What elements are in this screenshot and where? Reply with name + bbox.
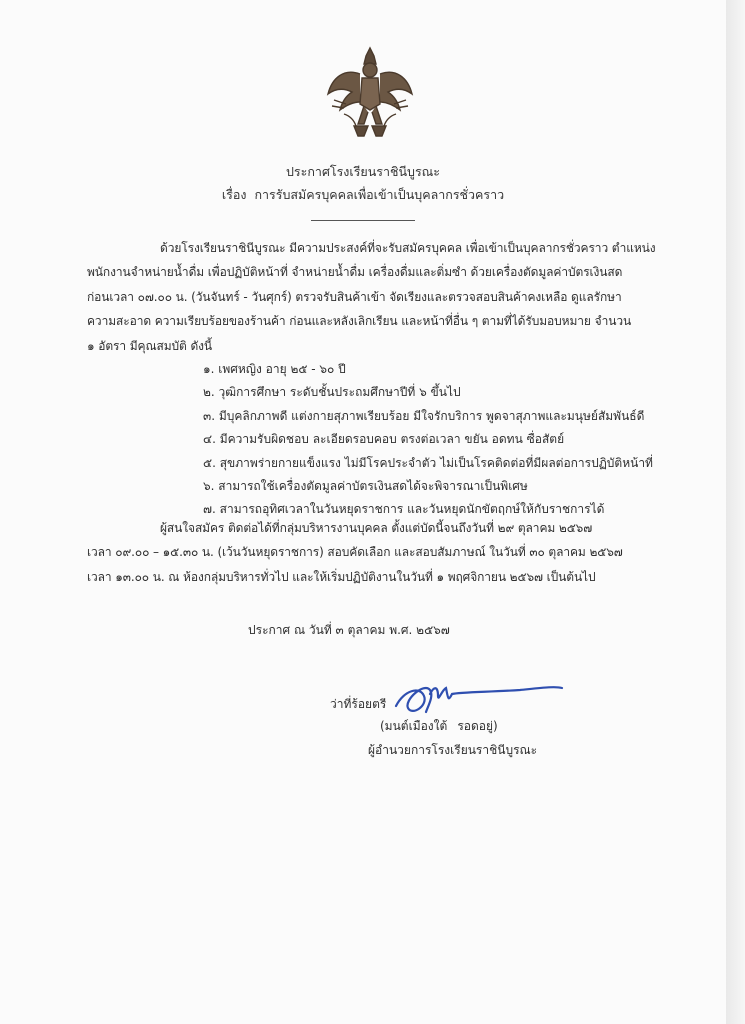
qualification-item: ๖. สามารถใช้เครื่องตัดมูลค่าบัตรเงินสดได้จะพิจารณาเป็นพิเศษ (203, 479, 528, 494)
page-edge-shadow (726, 0, 745, 1024)
intro-line: พนักงานจำหน่ายน้ำดื่ม เพื่อปฏิบัติหน้าที่ จำหน่ายน้ำดื่ม เครื่องดื่มและติ่มซำ ด้วยเครื่องตัดมูลค่าบัตรเงินสด (87, 265, 623, 280)
garuda-emblem-icon (324, 44, 416, 144)
handwritten-signature (390, 672, 570, 722)
signer-name-first: (มนต์เมืองใต้ (380, 719, 448, 733)
title-divider (311, 220, 415, 221)
intro-line: ๑ อัตรา มีคุณสมบัติ ดังนี้ (87, 338, 213, 353)
apply-line: ผู้สนใจสมัคร ติดต่อได้ที่กลุ่มบริหารงานบุคคล ตั้งแต่บัดนี้จนถึงวันที่ ๒๙ ตุลาคม ๒๕๖๗ (160, 521, 593, 535)
announcement-subject-line (0, 185, 726, 205)
announcement-title: ประกาศโรงเรียนราชินีบูรณะ (286, 164, 440, 179)
subject-label: เรื่อง (221, 187, 247, 202)
signer-name (380, 717, 498, 736)
intro-line: ด้วยโรงเรียนราชินีบูรณะ มีความประสงค์ที่จะรับสมัครบุคคล เพื่อเข้าเป็นบุคลากรชั่วคราว ตำแหน่ง (160, 241, 656, 255)
announcement-date: ประกาศ ณ วันที่ ๓ ตุลาคม พ.ศ. ๒๕๖๗ (248, 623, 450, 637)
apply-line: เวลา ๑๓.๐๐ น. ณ ห้องกลุ่มบริหารทั่วไป และให้เริ่มปฏิบัติงานในวันที่ ๑ พฤศจิกายน ๒๕๖๗ เป็นต้นไป (87, 569, 596, 584)
qualification-item: ๓. มีบุคลิกภาพดี แต่งกายสุภาพเรียบร้อย มีใจรักบริการ พูดจาสุภาพและมนุษย์สัมพันธ์ดี (203, 408, 645, 423)
apply-line: เวลา ๐๙.๐๐ – ๑๕.๓๐ น. (เว้นวันหยุดราชการ) สอบคัดเลือก และสอบสัมภาษณ์ ในวันที่ ๓๐ ตุลาคม ๒๕๖๗ (87, 545, 623, 560)
qualification-item: ๕. สุขภาพร่ายกายแข็งแรง ไม่มีโรคประจำตัว ไม่เป็นโรคติดต่อที่มีผลต่อการปฏิบัติหน้าที่ (203, 455, 653, 470)
intro-paragraph (87, 236, 677, 358)
qualification-item: ๒. วุฒิการศึกษา ระดับชั้นประถมศึกษาปีที่ ๖ ขึ้นไป (203, 385, 461, 400)
qualification-item: ๔. มีความรับผิดชอบ ละเอียดรอบคอบ ตรงต่อเวลา ขยัน อดทน ซื่อสัตย์ (203, 432, 565, 447)
signature-block (310, 672, 590, 762)
qualifications-list (203, 358, 683, 522)
qualification-item: ๗. สามารถอุทิศเวลาในวันหยุดราชการ และวันหยุดนักขัตฤกษ์ให้กับราชการได้ (203, 502, 605, 517)
signer-position: ผู้อำนวยการโรงเรียนราชินีบูรณะ (368, 743, 538, 757)
intro-line: ความสะอาด ความเรียบร้อยของร้านค้า ก่อนและหลังเลิกเรียน และหน้าที่อื่น ๆ ตามที่ได้รับมอบหมาย จำนวน (87, 314, 632, 329)
intro-line: ก่อนเวลา ๐๗.๐๐ น. (วันจันทร์ - วันศุกร์) ตรวจรับสินค้าเข้า จัดเรียงและตรวจสอบสินค้าคงเหลือ ดูแลรักษา (87, 289, 622, 304)
signer-rank: ว่าที่ร้อยตรี (330, 697, 387, 711)
subject-text: การรับสมัครบุคคลเพื่อเข้าเป็นบุคลากรชั่วคราว (254, 187, 505, 202)
qualification-item: ๑. เพศหญิง อายุ ๒๕ - ๖๐ ปี (203, 362, 346, 376)
signer-name-last: รอดอยู่) (457, 719, 498, 733)
application-paragraph (87, 516, 677, 589)
